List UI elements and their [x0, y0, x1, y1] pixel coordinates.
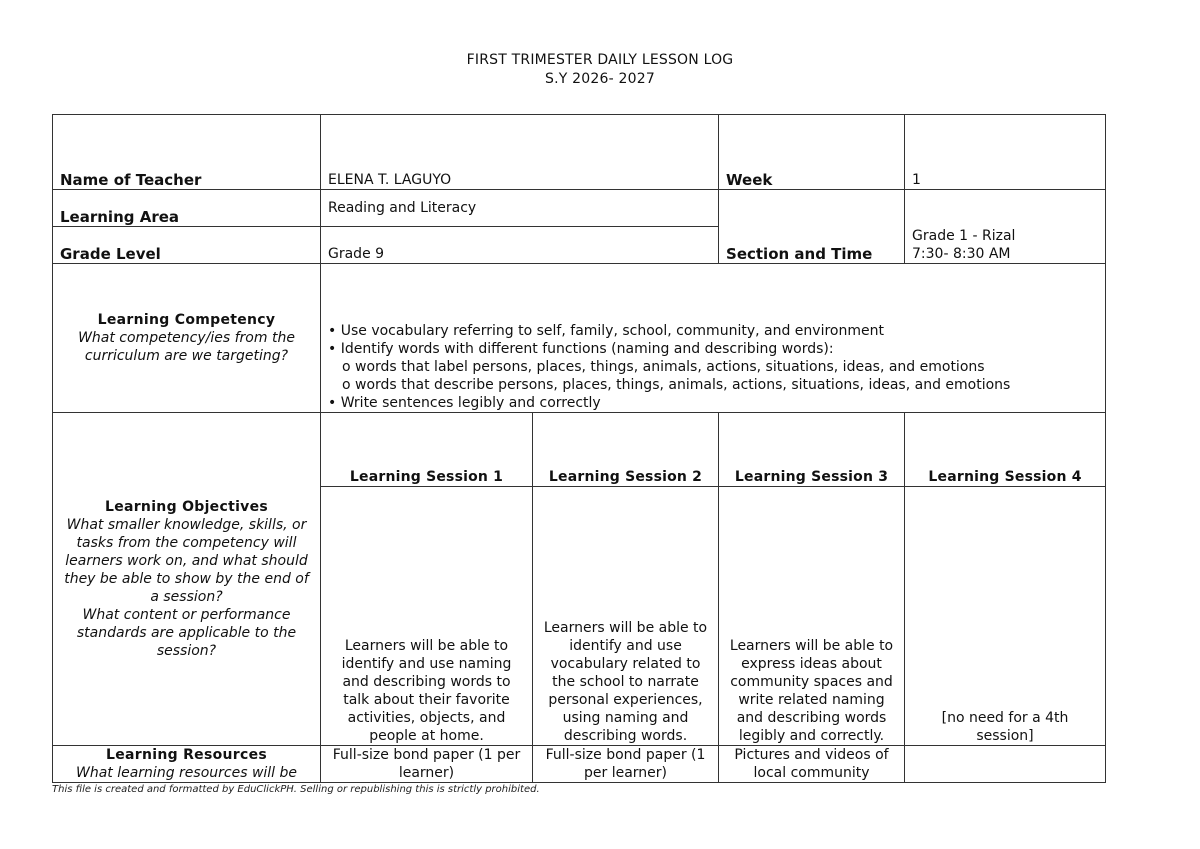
competency-subitem: o words that describe persons, places, things, animals, actions, situations, ideas, and emotions — [342, 377, 1011, 393]
week-label: Week — [719, 115, 905, 190]
section-time-label: Section and Time — [719, 190, 905, 264]
session-1-header: Learning Session 1 — [321, 413, 533, 487]
objectives-heading: Learning Objectives — [104, 499, 269, 515]
resources-heading-cell — [53, 746, 321, 783]
competency-list — [328, 322, 1098, 412]
competency-item: • Identify words with different functions (naming and describing words): — [328, 341, 834, 357]
document-header — [0, 51, 1200, 89]
session-2-objective: Learners will be able to identify and use vocabulary related to the school to narrate personal experiences, using naming and describing words. — [533, 487, 719, 746]
section-value-line2: 7:30- 8:30 AM — [912, 246, 1011, 262]
session-4-header: Learning Session 4 — [905, 413, 1106, 487]
objectives-subtext-standards: What content or performance standards are applicable to the session? — [76, 607, 297, 659]
session-1-objective: Learners will be able to identify and use naming and describing words to talk about their favorite activities, objects, and people at home. — [321, 487, 533, 746]
competency-heading: Learning Competency — [97, 312, 276, 328]
teacher-label: Name of Teacher — [53, 115, 321, 190]
session-4-resources — [905, 746, 1106, 783]
competency-subtext: What competency/ies from the curriculum are we targeting? — [78, 330, 295, 364]
competency-heading-cell — [53, 264, 321, 413]
grade-level-value: Grade 9 — [321, 227, 719, 264]
session-3-objective: Learners will be able to express ideas about community spaces and write related naming and describing words legibly and correctly. — [719, 487, 905, 746]
session-3-resources: Pictures and videos of local community — [719, 746, 905, 783]
footer-note: This file is created and formatted by EduClickPH. Selling or republishing this is strictly prohibited. — [52, 784, 540, 795]
section-value-line1: Grade 1 - Rizal — [912, 228, 1016, 244]
teacher-value: ELENA T. LAGUYO — [321, 115, 719, 190]
session-2-resources: Full-size bond paper (1 per learner) — [533, 746, 719, 783]
learning-area-value: Reading and Literacy — [321, 190, 719, 227]
grade-level-label: Grade Level — [53, 227, 321, 264]
objectives-heading-cell — [53, 413, 321, 746]
school-year: S.Y 2026- 2027 — [545, 71, 655, 87]
session-3-header: Learning Session 3 — [719, 413, 905, 487]
competency-item: • Write sentences legibly and correctly — [328, 395, 601, 411]
competency-item: • Use vocabulary referring to self, family, school, community, and environment — [328, 323, 884, 339]
competency-content — [321, 264, 1106, 413]
objectives-subtext: What smaller knowledge, skills, or tasks from the competency will learners work on, and what should they be able to show by the end of a session? — [64, 517, 309, 605]
lesson-log-table — [52, 114, 1106, 783]
competency-subitem: o words that label persons, places, things, animals, actions, situations, ideas, and emotions — [342, 359, 985, 375]
week-value: 1 — [905, 115, 1106, 190]
session-2-header: Learning Session 2 — [533, 413, 719, 487]
learning-area-label: Learning Area — [53, 190, 321, 227]
session-1-resources: Full-size bond paper (1 per learner) — [321, 746, 533, 783]
resources-subtext: What learning resources will be — [75, 765, 298, 781]
resources-heading: Learning Resources — [105, 747, 268, 763]
document-title: FIRST TRIMESTER DAILY LESSON LOG — [466, 52, 734, 68]
session-4-objective: [no need for a 4th session] — [905, 487, 1106, 746]
section-time-value — [905, 190, 1106, 264]
